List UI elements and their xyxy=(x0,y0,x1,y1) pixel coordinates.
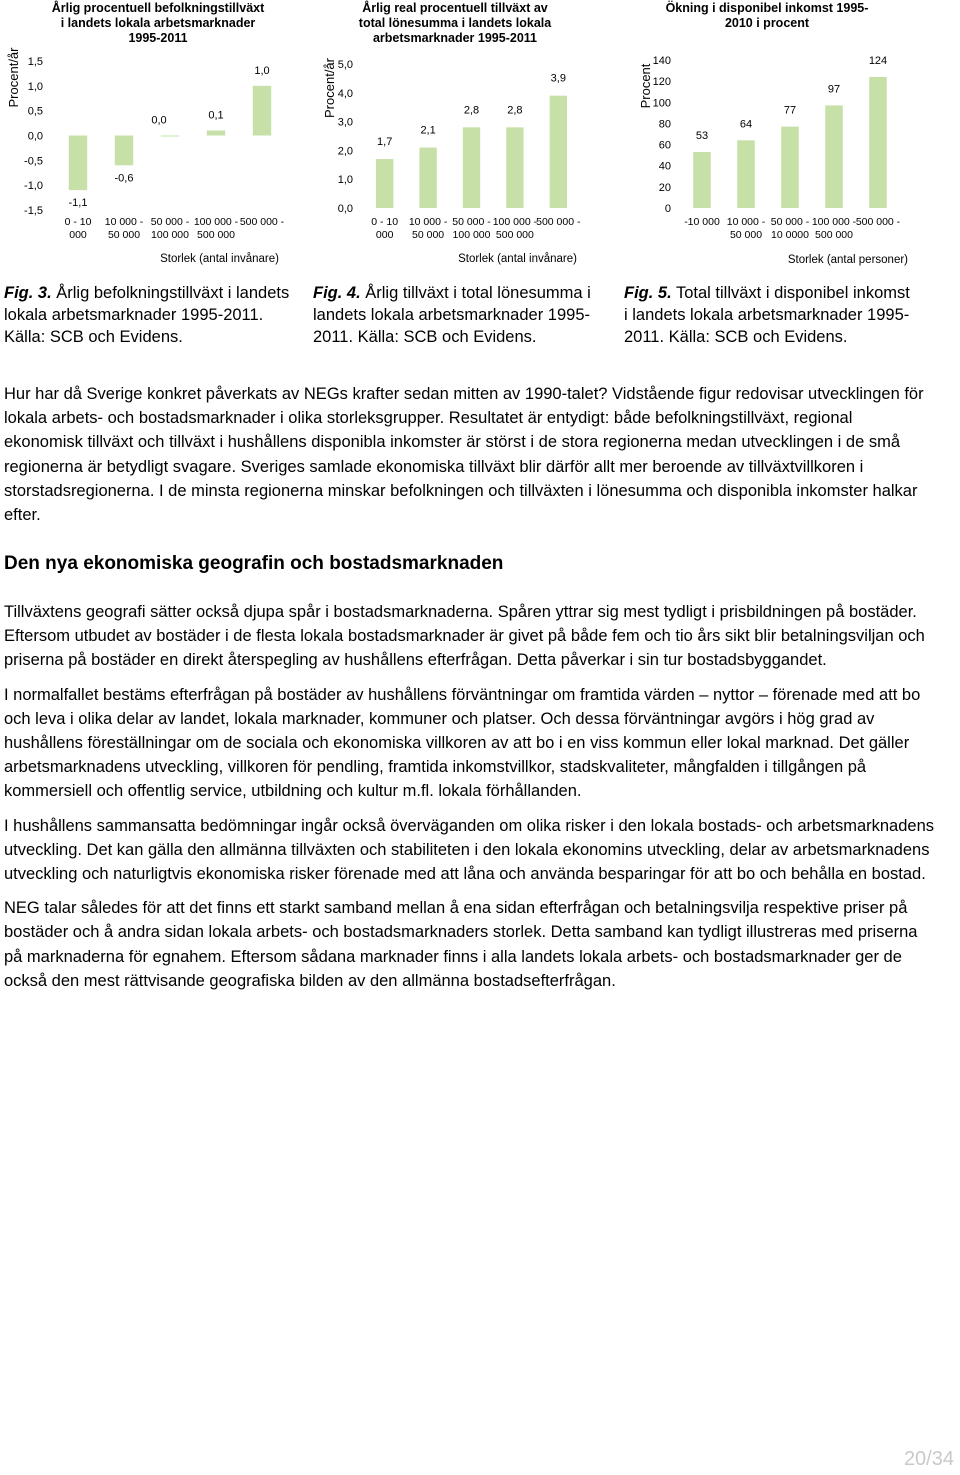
y-tick-label: 0,5 xyxy=(27,105,43,118)
data-label: 53 xyxy=(695,129,709,142)
y-tick-label: 140 xyxy=(652,55,671,67)
chart-title-line: 2010 i procent xyxy=(724,16,810,30)
chart-fig3-svg xyxy=(0,0,300,275)
category-label: 50 000 xyxy=(412,229,445,241)
chart-fig4 xyxy=(320,0,620,275)
y-tick-label: 80 xyxy=(658,118,671,131)
category-label: 50 000 - xyxy=(150,216,190,228)
caption-fig5-number: Fig. 5. xyxy=(624,284,672,302)
y-axis-label: Procent/år xyxy=(322,58,337,118)
page-number: 20/34 xyxy=(903,1448,954,1470)
intro-block xyxy=(4,382,934,537)
category-label: 500 000 - xyxy=(855,216,901,228)
bar xyxy=(69,136,87,191)
chart-title-line: i landets lokala arbetsmarknader xyxy=(60,16,256,30)
chart-fig4-svg xyxy=(320,0,620,275)
category-label: 000 xyxy=(375,229,394,241)
bar xyxy=(506,127,523,208)
category-label: 100 000 xyxy=(452,229,491,241)
category-label: 10 000 - xyxy=(104,216,144,228)
category-label: 0 - 10 xyxy=(64,216,92,228)
category-label: 50 000 - xyxy=(770,216,810,228)
category-label: 500 000 xyxy=(815,229,853,241)
category-label: 10 000 - xyxy=(408,216,448,228)
y-tick-label: -1,0 xyxy=(24,180,43,193)
y-tick-label: 60 xyxy=(658,139,671,152)
category-label: 500 000 - xyxy=(536,216,581,228)
section-heading: Den nya ekonomiska geografin och bostadsmarknaden xyxy=(4,553,504,574)
bar xyxy=(693,152,711,208)
caption-fig4-number: Fig. 4. xyxy=(313,284,361,302)
y-tick-label: 0,0 xyxy=(27,130,43,143)
data-label: -0,6 xyxy=(114,172,134,185)
data-label: 64 xyxy=(739,118,753,131)
paragraph-4: NEG talar således för att det finns ett starkt samband mellan å ena sidan efterfrågan och betalningsvilja respektive priser på bostäder och å andra sidan lokala arbets- och bostadsmarknaders storlek. Detta samband kan tydligt illustreras med priserna på marknaderna för egnahem. Eftersom sådana marknader finns i alla landets lokala arbets- och bostadsmarknader ger de också den mest rättvisande geografiska bilden av den allmänna bostadsefterfrågan. xyxy=(4,899,918,990)
bar xyxy=(253,86,271,136)
y-tick-label: 1,5 xyxy=(27,56,43,68)
y-axis-label: Procent xyxy=(638,63,653,109)
y-tick-label: 120 xyxy=(652,76,671,89)
chart-fig5-svg xyxy=(632,0,960,275)
category-label: 000 xyxy=(69,229,87,241)
data-label: 2,1 xyxy=(420,124,436,137)
y-tick-label: 4,0 xyxy=(337,87,353,100)
y-tick-label: 20 xyxy=(658,181,671,194)
category-label: 10 000 - xyxy=(726,216,766,228)
y-tick-label: 100 xyxy=(652,97,671,110)
data-label: 2,8 xyxy=(463,104,480,117)
chart-title-line: total lönesumma i landets lokala xyxy=(358,16,552,30)
caption-fig5 xyxy=(624,282,914,348)
y-tick-label: 0,0 xyxy=(337,203,353,215)
data-label: 1,0 xyxy=(254,64,270,77)
paragraph-3: I hushållens sammansatta bedömningar ingår också överväganden om olika risker i den lokala bostads- och arbetsmarknadens utveckling. Det kan gälla den allmänna tillväxten och stabiliteten i den lokala ekonomins utveckling, delar av arbetsmarknadens utveckling och naturligtvis ekonomiska risker förenade med att låna och använda besparingar för att bo och behålla en bostad. xyxy=(4,816,935,884)
bar xyxy=(207,131,225,136)
category-label: 100 000 xyxy=(151,229,189,241)
caption-fig3-text: Årlig befolkningstillväxt i landets lokala arbetsmarknader 1995-2011. Källa: SCB och Evidens. xyxy=(4,284,290,346)
bar xyxy=(737,140,755,208)
data-label: 124 xyxy=(868,54,888,67)
category-label: 50 000 xyxy=(107,229,141,241)
y-tick-label: 3,0 xyxy=(337,116,353,129)
category-label: 0 - 10 xyxy=(371,216,399,228)
bar xyxy=(161,136,179,137)
y-axis-label: Procent/år xyxy=(6,47,21,108)
data-label: -1,1 xyxy=(68,197,88,210)
data-label: 97 xyxy=(827,83,841,96)
caption-fig3 xyxy=(4,282,294,348)
data-label: 3,9 xyxy=(550,72,566,85)
intro-paragraph: Hur har då Sverige konkret påverkats av NEGs krafter sedan mitten av 1990-talet? Vidstående figur redovisar utvecklingen för lokala arbets- och bostadsmarknader i olika storleksgrupper. Resultatet är entydigt: både befolkningstillväxt, regional ekonomisk tillväxt och tillväxt i hushållens disponibla inkomster är störst i de stora regionerna medan utvecklingen i de små regionerna är betydligt svagare. Sveriges samlade ekonomiska tillväxt blir därför allt mer beroende av tillväxtvillkoren i storstadsregionerna. I de minsta regionerna minskar befolkningen och tillväxten i lönesumma och disponibla inkomster halkar efter. xyxy=(4,385,924,525)
bar xyxy=(550,96,567,208)
category-label: -10 000 xyxy=(684,216,720,228)
category-label: 100 000 - xyxy=(492,216,538,228)
bar xyxy=(825,105,843,208)
y-tick-label: 1,0 xyxy=(27,80,43,93)
category-label: 100 000 - xyxy=(811,216,857,228)
caption-fig3-number: Fig. 3. xyxy=(4,284,52,302)
caption-fig4 xyxy=(313,282,611,348)
chart-fig3 xyxy=(0,0,300,275)
chart-title-line: Ökning i disponibel inkomst 1995- xyxy=(665,1,869,15)
paragraph-1: Tillväxtens geografi sätter också djupa spår i bostadsmarknaderna. Spåren yttrar sig mest tydligt i prisbildningen på bostäder. Eftersom utbudet av bostäder i de flesta lokala bostadsmarknader är givet på både fem och tio års sikt blir betalningsviljan och priserna på bostäder en direkt återspegling av hushållens efterfrågan. Detta påverkar i sin tur bostadsbyggandet. xyxy=(4,603,925,670)
y-tick-label: -1,5 xyxy=(24,205,43,217)
y-tick-label: 0 xyxy=(664,203,671,215)
x-axis-title: Storlek (antal invånare) xyxy=(160,253,279,265)
bar xyxy=(781,127,799,208)
chart-fig5 xyxy=(632,0,960,275)
caption-fig5-text: Total tillväxt i disponibel inkomst i landets lokala arbetsmarknader 1995-2011. Källa: SCB och Evidens. xyxy=(624,284,910,346)
category-label: 50 000 - xyxy=(452,216,491,228)
y-tick-label: 2,0 xyxy=(337,145,353,158)
category-label: 500 000 xyxy=(197,229,235,241)
data-label: 1,7 xyxy=(377,136,393,149)
bar xyxy=(419,148,436,208)
data-label: 77 xyxy=(783,104,797,117)
x-axis-title: Storlek (antal invånare) xyxy=(458,253,577,265)
y-tick-label: 5,0 xyxy=(337,59,353,71)
y-tick-label: 1,0 xyxy=(337,174,353,187)
category-label: 100 000 - xyxy=(193,216,239,228)
category-label: 500 000 - xyxy=(239,216,285,228)
chart-title-line: Årlig procentuell befolkningstillväxt xyxy=(51,1,265,15)
data-label: 0,1 xyxy=(208,109,224,122)
section-body xyxy=(4,600,934,1003)
bar xyxy=(869,77,887,208)
bar xyxy=(115,136,133,166)
paragraph-2: I normalfallet bestäms efterfrågan på bostäder av hushållens förväntningar om framtida värden – nyttor – förenade med att bo och leva i olika delar av landet, lokala marknader, kommuner och platser. Och dessa förväntningar avgörs i hög grad av hushållens föreställningar om de sociala och ekonomiska villkoren av att bo i en viss kommun eller lokal marknad. Det gäller arbetsmarknadens utveckling, villkoren för pendling, framtida inkomstvillkor, stadskvaliteter, mångfalden i tillgången på kommersiell och offentlig service, utbildning och kultur m.fl. lokala förhållanden. xyxy=(4,685,921,801)
chart-title-line: 1995-2011 xyxy=(128,31,188,45)
x-axis-title: Storlek (antal personer) xyxy=(787,254,908,266)
data-label: 0,0 xyxy=(151,114,167,127)
bar xyxy=(463,127,480,208)
y-tick-label: 40 xyxy=(658,160,671,173)
category-label: 500 000 xyxy=(495,229,534,241)
category-label: 10 0000 xyxy=(771,229,809,241)
data-label: 2,8 xyxy=(507,104,523,117)
caption-fig4-text: Årlig tillväxt i total lönesumma i landets lokala arbetsmarknader 1995-2011. Källa: SCB och Evidens. xyxy=(313,284,591,346)
category-label: 50 000 xyxy=(729,229,763,241)
bar xyxy=(376,159,393,208)
chart-title-line: arbetsmarknader 1995-2011 xyxy=(372,31,538,45)
chart-title-line: Årlig real procentuell tillväxt av xyxy=(362,1,548,15)
y-tick-label: -0,5 xyxy=(24,155,43,168)
